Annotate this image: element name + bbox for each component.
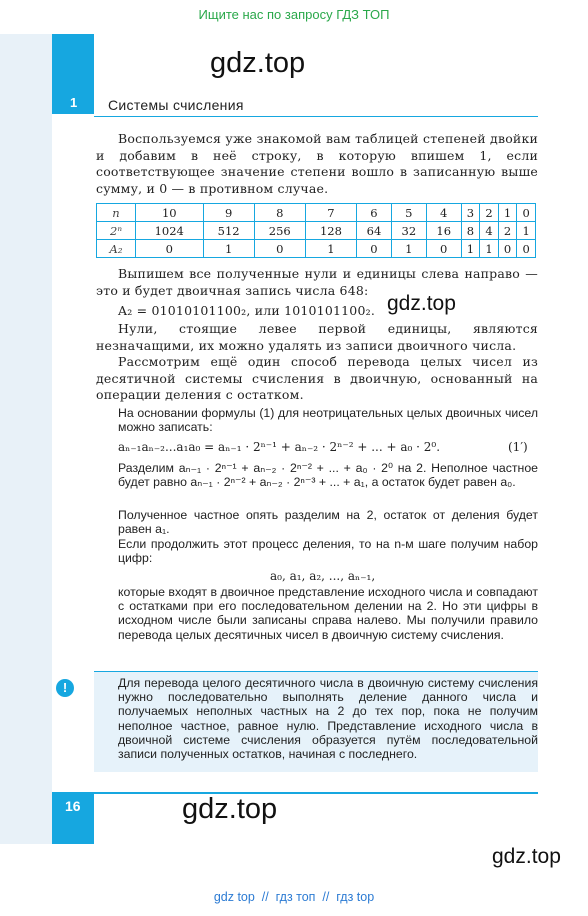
table-cell: 5 <box>391 204 426 222</box>
page-number: 16 <box>65 798 81 814</box>
left-margin-strip <box>0 34 52 794</box>
table-cell: 1 <box>391 240 426 258</box>
table-cell: 0 <box>426 240 461 258</box>
table-header-cell: A₂ <box>97 240 136 258</box>
table-cell: 2 <box>480 204 499 222</box>
table-cell: 0 <box>136 240 204 258</box>
table-cell: 3 <box>461 204 480 222</box>
watermark: gdz.top <box>492 845 561 868</box>
table-cell: 1 <box>480 240 499 258</box>
rule-text: Для перевода целого десятичного числа в двоичную систему счисления нужно последовательно выполнять деление данного числа и получаемых неполных частных на 2 до тех пор, пока не получим неполное частное, равное нулю. Представление исходного числа в двоичной системе счисления образуется путём последовательной записи полученных остатков, начиная с последнего. <box>118 676 538 762</box>
title-underline <box>94 116 538 117</box>
sans-paragraph: которые входят в двоичное представление исходного числа и совпадают с остатками при его последовательном делении на 2. Но эти цифры в исходном числе были записаны справа налево. Мы получили правило перевода целых десятичных чисел в двоичную систему счисления. <box>118 585 538 642</box>
watermark: gdz.top <box>210 47 306 79</box>
digits-set: a₀, a₁, a₂, ..., aₙ₋₁, <box>270 569 376 583</box>
table-cell: 4 <box>480 222 499 240</box>
table-cell: 256 <box>254 222 305 240</box>
table-cell: 128 <box>305 222 356 240</box>
table-cell: 512 <box>203 222 254 240</box>
sans-paragraph: Полученное частное опять разделим на 2, остаток от деления будет равен a₁. <box>118 508 538 537</box>
table-cell: 1 <box>203 240 254 258</box>
formula-a2: A₂ = 01010101100₂, или 1010101100₂. <box>118 303 375 318</box>
table-cell: 16 <box>426 222 461 240</box>
table-cell: 32 <box>391 222 426 240</box>
footer-rule <box>94 792 538 794</box>
table-cell: 1024 <box>136 222 204 240</box>
sans-paragraph: Если продолжить этот процесс деления, то на n-м шаге получим набор цифр: <box>118 537 538 566</box>
table-cell: 1 <box>517 222 536 240</box>
exclamation-icon: ! <box>56 679 74 697</box>
table-cell: 1 <box>498 204 517 222</box>
table-cell: 1 <box>305 240 356 258</box>
table-cell: 8 <box>461 222 480 240</box>
table-header-cell: 2ⁿ <box>97 222 136 240</box>
table-cell: 0 <box>254 240 305 258</box>
formula-1-prime: aₙ₋₁aₙ₋₂...a₁a₀ = aₙ₋₁ · 2ⁿ⁻¹ + aₙ₋₂ · 2ⁿ⁻² + ... + a₀ · 2⁰. <box>118 440 441 454</box>
paragraph: Рассмотрим ещё один способ перевода целых чисел из десятичной системы счисления в двоичную, основанный на операции деления с остатком. <box>96 354 538 402</box>
table-cell: 0 <box>357 240 392 258</box>
sans-paragraph: На основании формулы (1) для неотрицательных целых двоичных чисел можно записать: <box>118 406 538 435</box>
table-cell: 8 <box>254 204 305 222</box>
powers-table <box>96 203 536 258</box>
watermark: gdz.top <box>182 793 278 825</box>
paragraph: Нули, стоящие левее первой единицы, являются незначащими, их можно удалять из записи двоичного числа. <box>96 321 538 353</box>
section-title: Системы счисления <box>108 97 244 113</box>
table-cell: 10 <box>136 204 204 222</box>
table-cell: 0 <box>517 204 536 222</box>
table-header-cell: n <box>97 204 136 222</box>
table-cell: 2 <box>498 222 517 240</box>
table-row <box>97 204 536 222</box>
sans-paragraph: Разделим aₙ₋₁ · 2ⁿ⁻¹ + aₙ₋₂ · 2ⁿ⁻² + ... + a₀ · 2⁰ на 2. Неполное частное будет равно aₙ₋₁ · 2ⁿ⁻² + aₙ₋₂ · 2ⁿ⁻³ + ... + a₁, а остаток будет равен a₀. <box>118 461 538 490</box>
table-row <box>97 222 536 240</box>
table-cell: 0 <box>517 240 536 258</box>
chapter-number: 1 <box>70 95 78 110</box>
table-cell: 4 <box>426 204 461 222</box>
table-cell: 7 <box>305 204 356 222</box>
paragraph: Выпишем все полученные нули и единицы слева направо — это и будет двоичная запись числа 648: <box>96 266 538 298</box>
table-cell: 1 <box>461 240 480 258</box>
paragraph: Воспользуемся уже знакомой вам таблицей степеней двойки и добавим в неё строку, в которую впишем 1, если соответствующее значение степени вошло в записанную выше сумму, и 0 — в противном случае. <box>96 131 538 196</box>
table-cell: 6 <box>357 204 392 222</box>
top-banner: Ищите нас по запросу ГДЗ ТОП <box>198 7 390 22</box>
table-cell: 64 <box>357 222 392 240</box>
table-cell: 0 <box>498 240 517 258</box>
bottom-links[interactable]: gdz top // гдз топ // гдз top <box>213 890 375 904</box>
watermark: gdz.top <box>387 292 456 315</box>
formula-label: (1′) <box>508 440 528 454</box>
left-margin-strip-bottom <box>0 794 52 844</box>
table-row <box>97 240 536 258</box>
table-cell: 9 <box>203 204 254 222</box>
